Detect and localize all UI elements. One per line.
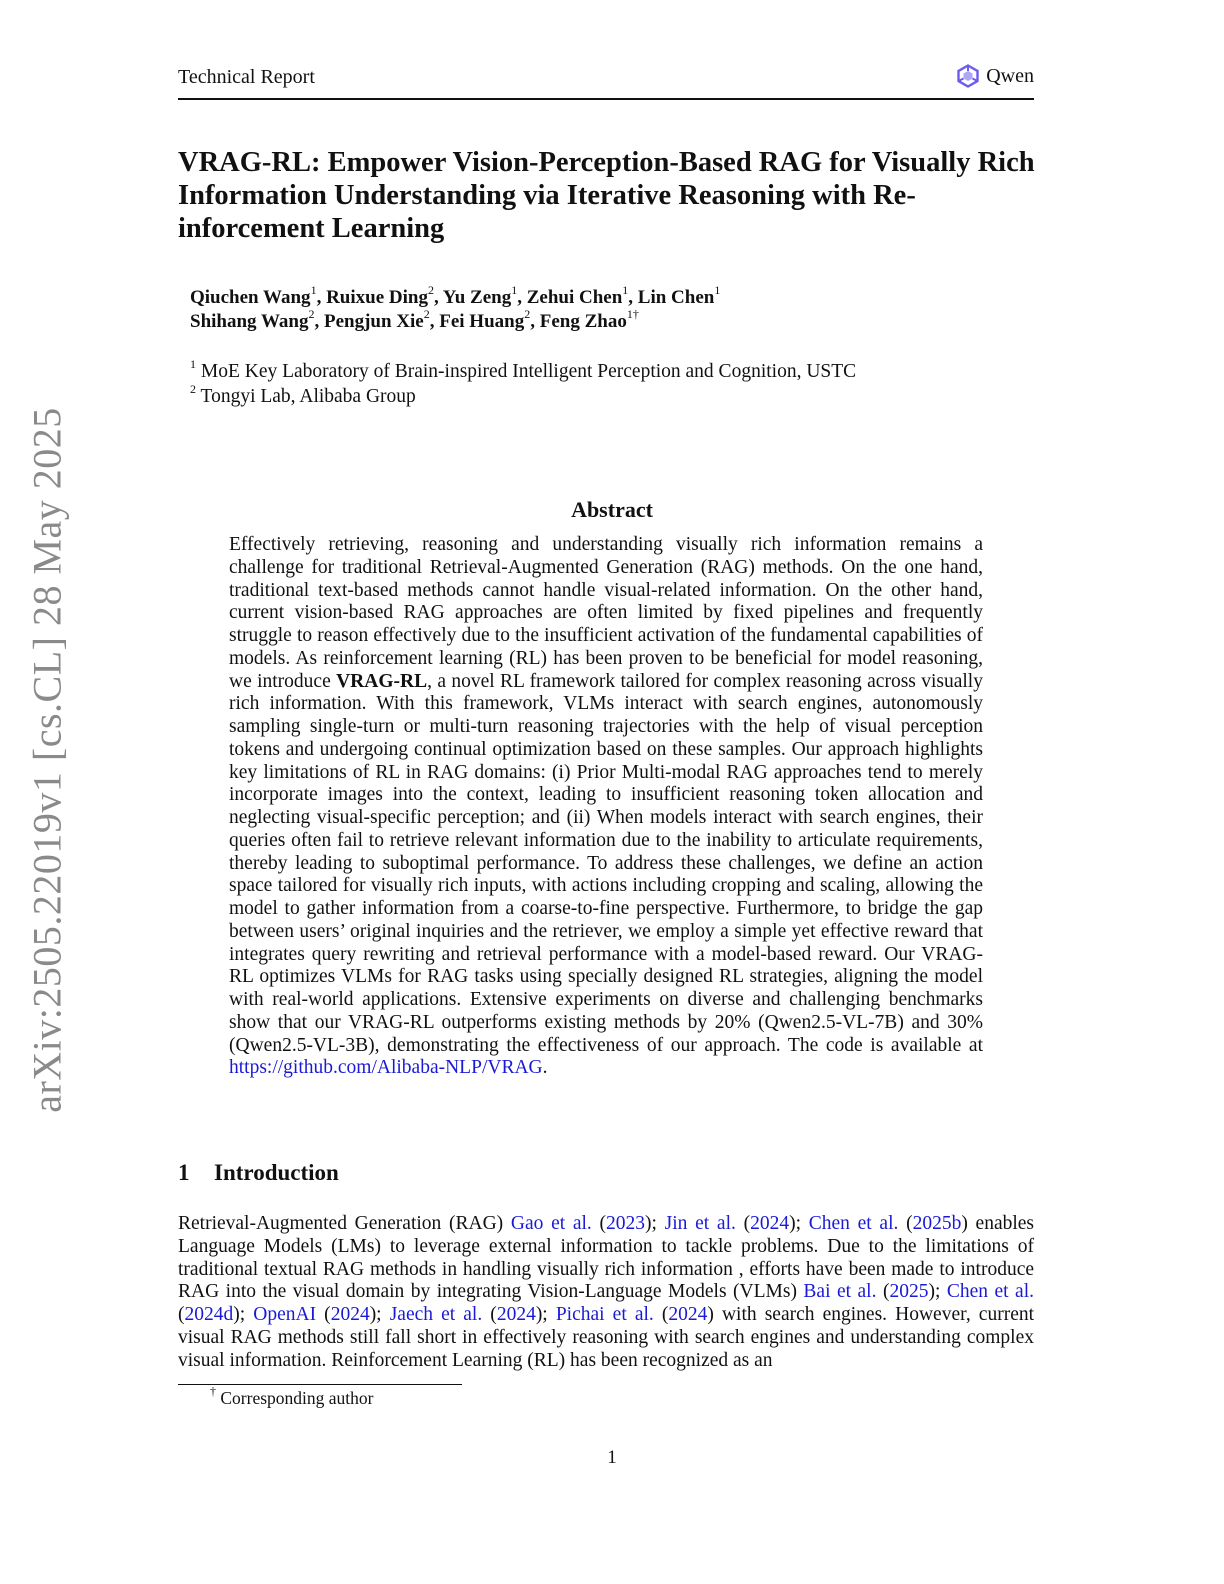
page-header	[178, 62, 1034, 100]
affiliation	[190, 356, 857, 384]
author-affiliation-mark: 1	[714, 282, 721, 297]
author-affiliation-mark: 1†	[626, 306, 639, 321]
abstract-text: Effectively retrieving, reasoning and understanding visually rich information remains a challenge for traditional Retrieval-Augmented Generation (RAG) methods. On the one hand, traditional text-based methods cannot handle visual-related information. On the other hand, current vision-based RAG approaches are often limited by fixed pipelines and frequently struggle to reason effectively due to the insufficient activation of the fundamental capabilities of models. As reinforcement learning (RL) has been proven to be beneficial for model reasoning, we introduce	[229, 534, 983, 692]
header-label: Technical Report	[178, 66, 315, 88]
author-affiliation-mark: 2	[308, 306, 315, 321]
citation-link[interactable]: OpenAI	[253, 1304, 317, 1325]
paper-title: VRAG-RL: Empower Vision-Perception-Based RAG for Visually Rich Information Understanding via Iterative Reasoning with Re-inforcement Learning	[178, 147, 1035, 244]
affiliation-mark: 2	[190, 381, 196, 396]
author-list	[190, 282, 721, 334]
footnote-text: Corresponding author	[220, 1388, 374, 1408]
arxiv-identifier: arXiv:2505.22019v1 [cs.CL] 28 May 2025	[24, 407, 70, 1113]
author-affiliation-mark: 1	[310, 282, 317, 297]
author-affiliation-mark: 2	[423, 306, 430, 321]
intro-text: (	[316, 1304, 331, 1325]
citation-link[interactable]: 2024	[750, 1213, 790, 1234]
author-name: Ruixue Ding	[326, 287, 428, 308]
intro-text: (	[653, 1304, 669, 1325]
citation-link[interactable]: 2024d	[184, 1304, 234, 1325]
author-affiliation-mark: 1	[622, 282, 629, 297]
intro-text: (	[591, 1213, 607, 1234]
section-title: Introduction	[214, 1160, 339, 1185]
author-name: Feng Zhao	[539, 311, 627, 332]
author-affiliation-mark: 2	[427, 282, 434, 297]
intro-text: ) with search engines. However, current visual RAG methods still fall short in effectively reasoning with search engines and understanding complex visual information. Reinforcement Learning (RL) has been recognized as an	[178, 1304, 1035, 1371]
author-name: Yu Zeng	[442, 287, 512, 308]
intro-text: );	[645, 1213, 665, 1234]
citation-link[interactable]: Chen et al.	[808, 1213, 899, 1234]
footnote-mark: †	[210, 1384, 216, 1399]
affiliation-mark: 1	[190, 356, 196, 371]
intro-paragraph	[178, 1213, 1034, 1372]
intro-text: );	[928, 1281, 947, 1303]
citation-link[interactable]: Bai et al.	[803, 1281, 877, 1303]
citation-link[interactable]: 2025	[889, 1281, 929, 1303]
citation-link[interactable]: 2025b	[912, 1213, 962, 1234]
citation-link[interactable]: 2024	[668, 1304, 708, 1325]
section-number: 1	[178, 1160, 190, 1185]
author-name: Qiuchen Wang	[190, 287, 311, 308]
author-line: Qiuchen Wang$^1$, Ruixue Ding$^2$, Yu Zeng$^1$, Zehui Chen$^1$, Lin Chen$^1$	[190, 282, 721, 308]
author-name: Shihang Wang	[190, 311, 309, 332]
intro-text: );	[369, 1304, 390, 1325]
abstract-body	[229, 534, 983, 1080]
author-name: Zehui Chen	[526, 287, 623, 308]
author-name: Fei Huang	[439, 311, 525, 332]
intro-text: );	[535, 1304, 556, 1325]
qwen-logo-icon	[956, 64, 980, 88]
intro-text: (	[876, 1281, 890, 1303]
intro-text: Retrieval-Augmented Generation (RAG)	[178, 1213, 511, 1234]
intro-text: );	[789, 1213, 809, 1234]
intro-text: );	[233, 1304, 254, 1325]
author-name: Lin Chen	[637, 287, 715, 308]
section-heading	[178, 1160, 339, 1186]
intro-text: ) enables Language Models (LMs) to leverage external information to tackle problems. Due to the limitations of traditional textual RAG methods in handling visually rich information , efforts have been made to introduce RAG into the visual domain by integrating Vision-Language Models (VLMs)	[178, 1213, 1035, 1303]
citation-link[interactable]: 2024	[496, 1304, 536, 1325]
abstract-heading: Abstract	[571, 497, 653, 522]
header-brand	[956, 64, 1034, 88]
intro-text: (	[482, 1304, 497, 1325]
citation-link[interactable]: Gao et al.	[510, 1213, 592, 1234]
citation-link[interactable]: Chen et al.	[946, 1281, 1034, 1303]
intro-text: (	[178, 1304, 185, 1325]
author-line: Shihang Wang$^2$, Pengjun Xie$^2$, Fei Huang$^2$, Feng Zhao$^{1\dagger}$	[190, 306, 639, 332]
abstract-text: , a novel RL framework tailored for complex reasoning across visually rich information. With this framework, VLMs interact with search engines, autonomously sampling single-turn or multi-turn reasoning trajectories with the help of visual perception tokens and undergoing continual optimization based on these samples. Our approach highlights key limitations of RL in RAG domains: (i) Prior Multi-modal RAG approaches tend to merely incorporate images into the context, leading to insufficient reasoning token allocation and neglecting visual-specific perception; and (ii) When models interact with search engines, their queries often fail to retrieve relevant information due to the inability to articulate requirements, thereby leading to suboptimal performance. To address these challenges, we define an action space tailored for visually rich inputs, with actions including cropping and scaling, allowing the model to gather information from a coarse-to-fine perspective. Furthermore, to bridge the gap between users’ original inquiries and the retriever, we employ a simple yet effective reward that integrates query rewriting and retrieval performance with a model-based reward. Our VRAG-RL optimizes VLMs for RAG tasks using specially designed RL strategies, aligning the model with real-world applications. Extensive experiments on diverse and challenging benchmarks show that our VRAG-RL outperforms existing methods by 20% (Qwen2.5-VL-7B) and 30% (Qwen2.5-VL-3B), demonstrating the effectiveness of our approach. The code is available at	[229, 670, 983, 1056]
citation-link[interactable]: 2024	[330, 1304, 370, 1325]
page-number: 1	[607, 1447, 617, 1468]
abstract-method-name: VRAG-RL	[336, 670, 428, 692]
citation-link[interactable]: 2023	[606, 1213, 646, 1234]
affiliation-text: Tongyi Lab, Alibaba Group	[196, 386, 416, 407]
affiliation	[190, 381, 856, 409]
brand-name: Qwen	[986, 64, 1034, 87]
abstract-period: .	[542, 1057, 548, 1079]
code-link[interactable]: https://github.com/Alibaba-NLP/VRAG	[229, 1057, 543, 1079]
affiliation-list	[190, 356, 857, 409]
author-affiliation-mark: 2	[524, 306, 531, 321]
citation-link[interactable]: Jin et al.	[664, 1213, 736, 1234]
affiliation-text: MoE Key Laboratory of Brain-inspired Intelligent Perception and Cognition, USTC	[196, 361, 857, 382]
footnote-rule	[178, 1384, 462, 1385]
citation-link[interactable]: Jaech et al.	[389, 1304, 483, 1325]
footnote	[210, 1384, 374, 1409]
author-affiliation-mark: 1	[511, 282, 518, 297]
author-name: Pengjun Xie	[323, 311, 424, 332]
intro-text: (	[735, 1213, 751, 1234]
intro-text: (	[898, 1213, 913, 1234]
citation-link[interactable]: Pichai et al.	[555, 1304, 654, 1325]
